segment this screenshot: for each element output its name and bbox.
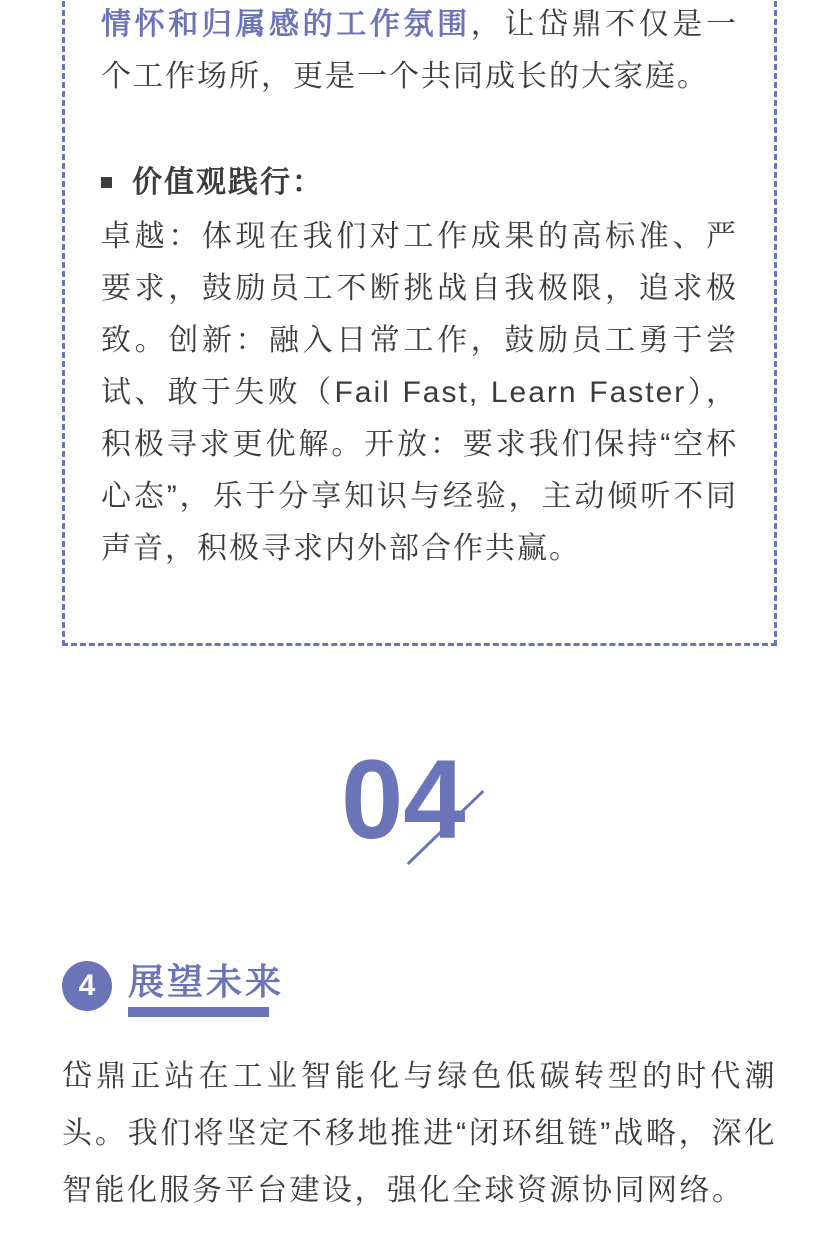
culture-intro-highlight: 情怀和归属感的工作氛围 <box>101 8 471 41</box>
culture-intro-paragraph <box>101 0 738 103</box>
culture-intro-rest: ，让岱鼎不仅是一个工作场所，更是一个共同成长的大家庭。 <box>101 8 739 93</box>
title-underline-bar <box>128 1007 269 1017</box>
section-number-badge: 4 <box>62 961 112 1011</box>
values-culture-box <box>62 0 777 646</box>
values-heading: 价值观践行： <box>132 166 324 199</box>
big-number-text: 04 <box>341 737 466 862</box>
values-paragraph: 卓越：体现在我们对工作成果的高标准、严要求，鼓励员工不断挑战自我极限，追求极致。创新：融入日常工作，鼓励员工勇于尝试、敢于失败（Fail Fast, Learn Faster），积极寻求更优解。开放：要求我们保持“空杯心态”，乐于分享知识与经验，主动倾听不同声音，积极寻求内外部合作共赢。 <box>101 220 738 565</box>
square-bullet-icon <box>101 177 112 188</box>
outlook-paragraph: 岱鼎正站在工业智能化与绿色低碳转型的时代潮头。我们将坚定不移地推进“闭环组链”战略，深化智能化服务平台建设，强化全球资源协同网络。 <box>62 1060 777 1207</box>
section-number-block <box>0 737 837 884</box>
section-title: 展望未来 <box>128 961 285 1002</box>
values-bullet-row <box>101 159 738 207</box>
section-header <box>62 961 777 1021</box>
